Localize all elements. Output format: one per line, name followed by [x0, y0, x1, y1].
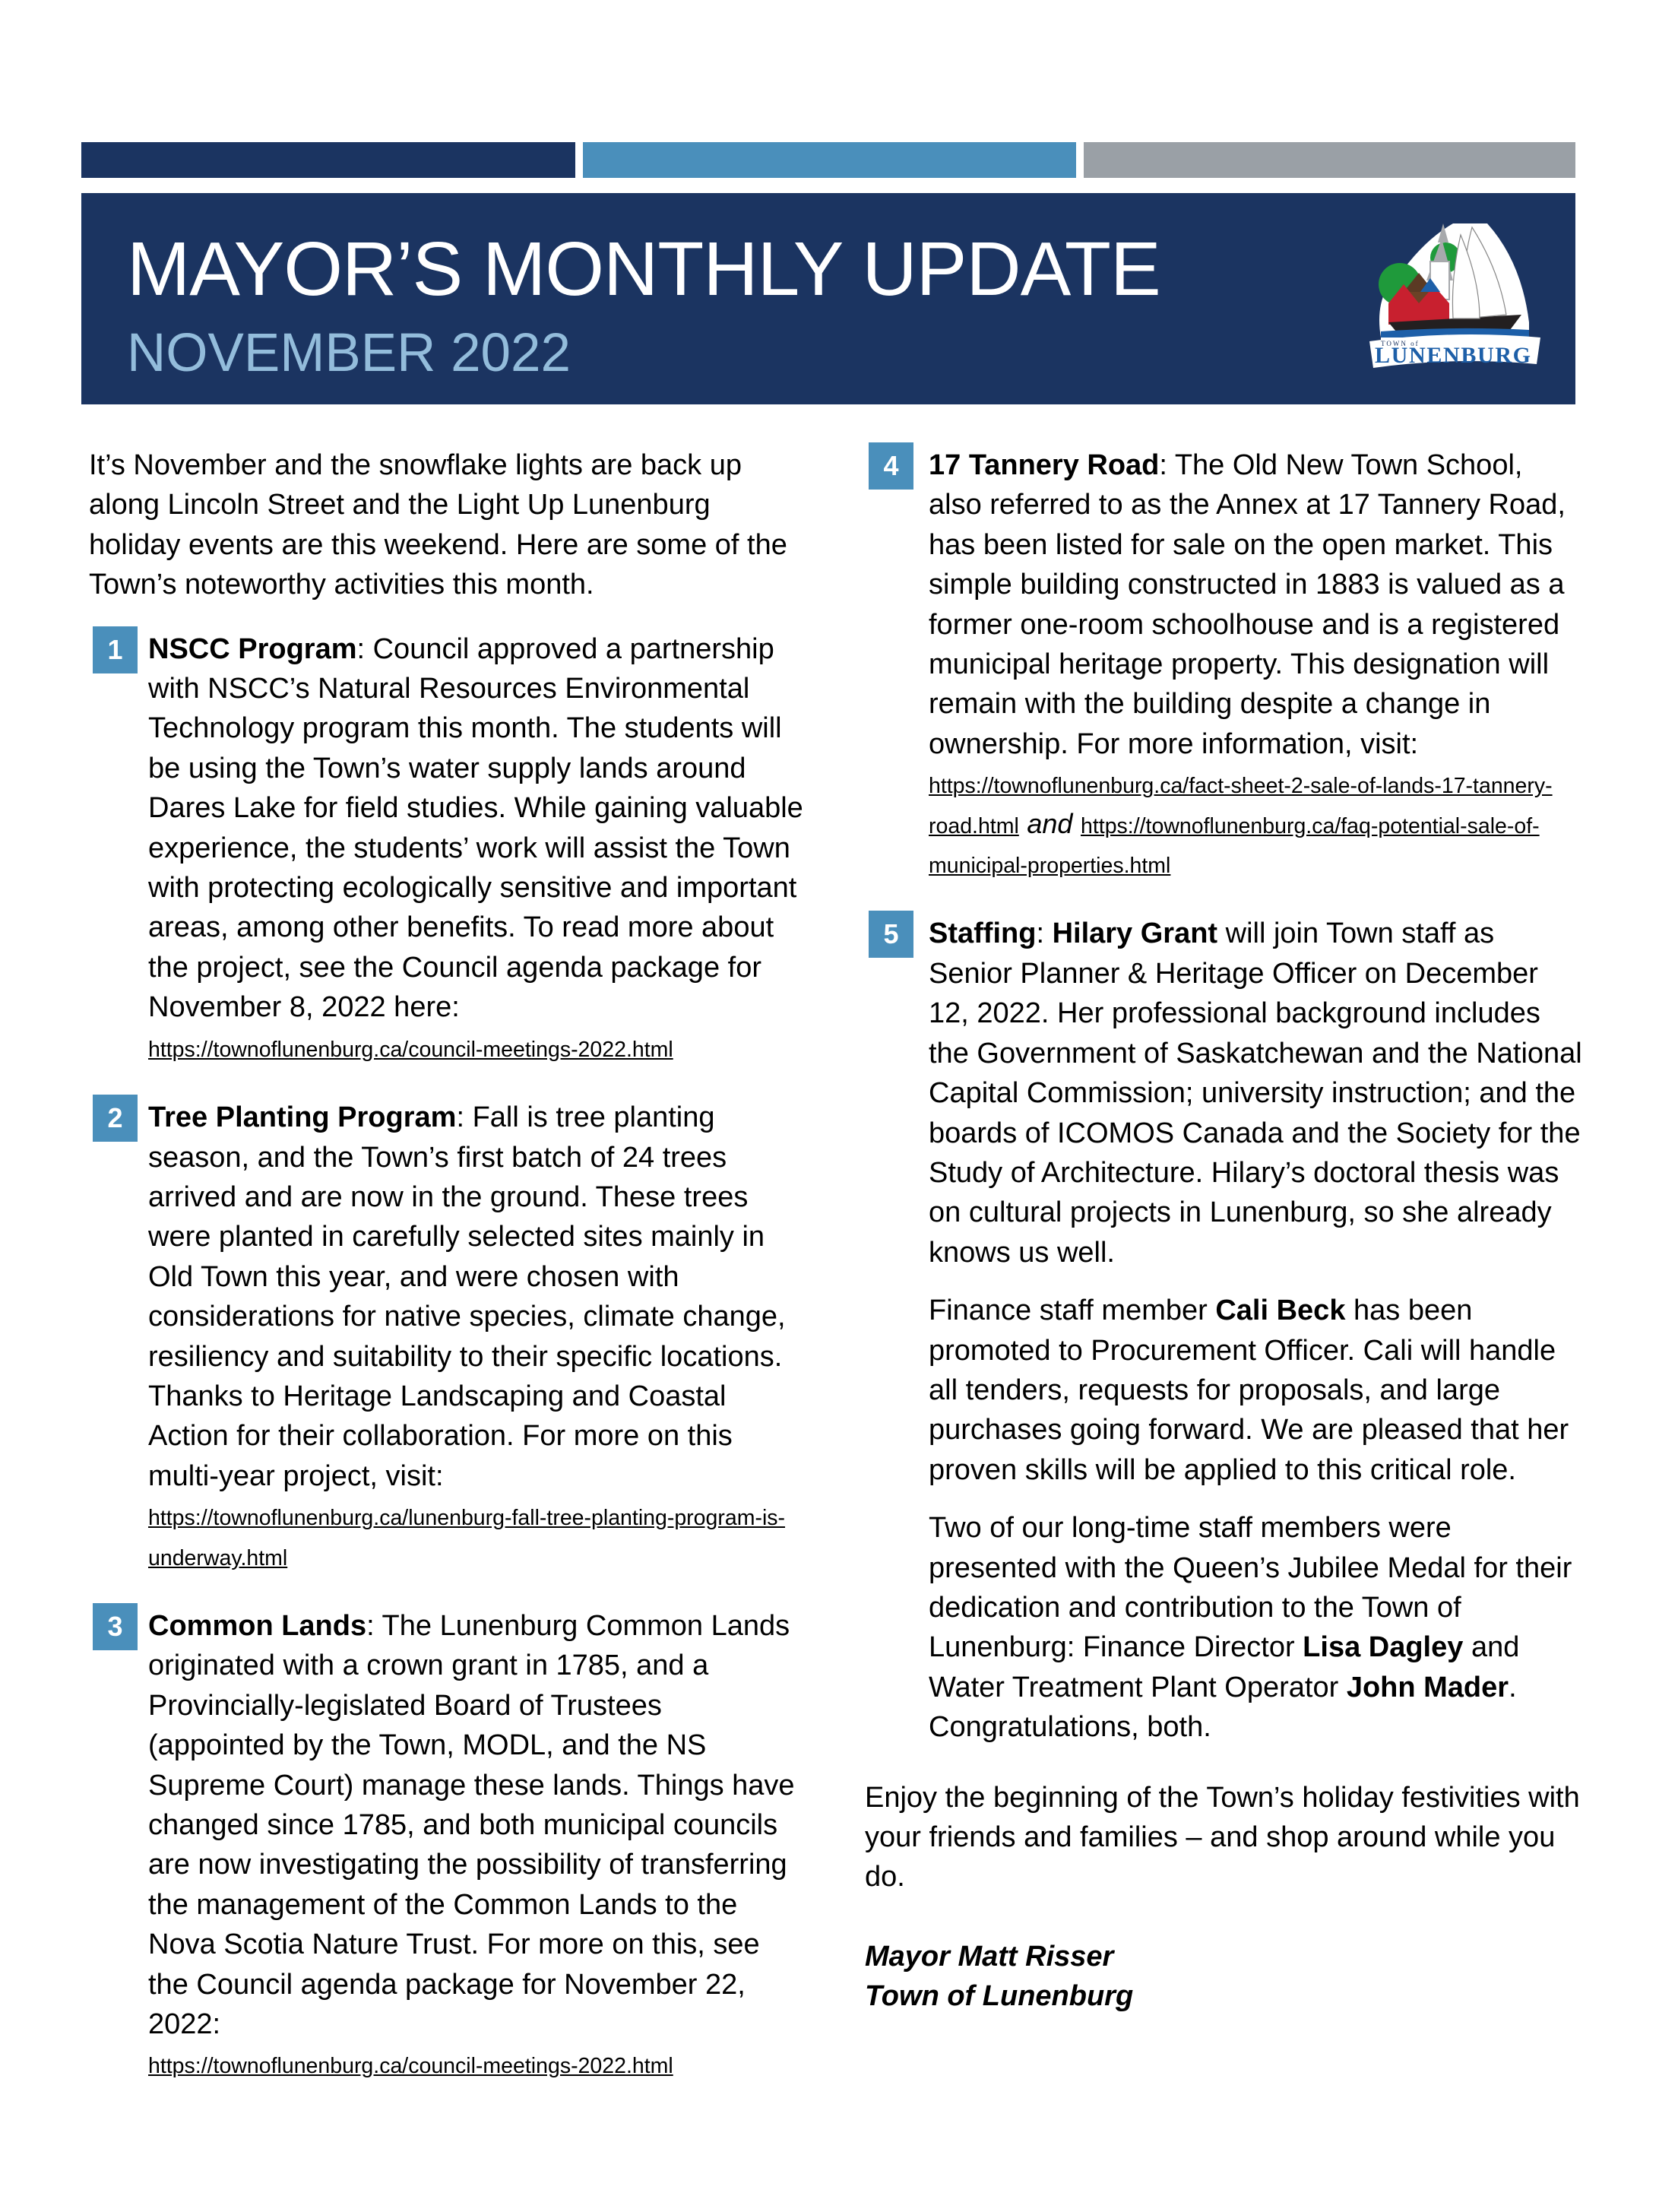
page-subtitle: NOVEMBER 2022	[127, 323, 571, 383]
link-conjunction: and	[1027, 807, 1073, 839]
text-span: Finance staff member	[929, 1295, 1216, 1327]
faq-link[interactable]: https://townoflunenburg.ca/faq-potential-sale-of-municipal-properties.html	[929, 813, 1540, 879]
staff-name: Lisa Dagley	[1303, 1631, 1464, 1664]
staff-name: John Mader	[1346, 1671, 1509, 1703]
page-title: MAYOR’S MONTHLY UPDATE	[127, 227, 1160, 312]
logo-name-text: LUNENBURG	[1375, 343, 1531, 368]
item-number-badge: 2	[93, 1095, 138, 1142]
item-heading: Staffing	[929, 917, 1037, 950]
item-text: : The Lunenburg Common Lands originated with a crown grant in 1785, and a Provincially-legislated Board of Trustees (appointed by the Town, MODL, and the NS Supreme Court) manage these lands. Things have changed since 1785, and both municipal councils are now investigating the possibility of transferring the management of the Common Lands to the Nova Scotia Nature Trust. For more on this, see the Council agenda package for November 22, 2022:	[148, 1609, 795, 2041]
logo-top-text: TOWN of	[1381, 340, 1420, 347]
item-number-badge: 4	[869, 442, 913, 490]
council-meetings-link[interactable]: https://townoflunenburg.ca/council-meetings-2022.html	[148, 2054, 673, 2079]
list-item-1	[89, 629, 803, 1067]
item-heading: NSCC Program	[148, 632, 357, 665]
signature-block	[865, 1937, 1583, 2017]
staffing-paragraph-2	[929, 1291, 1583, 1490]
text-span: . Congratulations, both.	[929, 1671, 1517, 1744]
text-span: has been promoted to Procurement Officer. Cali will handle all tenders, requests for proposals, and large purchases going forward. We are pleased that her proven skills will be applied to this critical role.	[929, 1295, 1569, 1486]
item-text: : Fall is tree planting season, and the Town’s first batch of 24 trees arrived and are now in the ground. These trees were planted in carefully selected sites mainly in Old Town this year, and were chosen with considerations for native species, climate change, resiliency and suitability to their specific locations. Thanks to Heritage Landscaping and Coastal Action for their collaboration. For more on this multi-year project, visit:	[148, 1101, 786, 1492]
right-column	[865, 445, 1583, 2017]
item-heading: 17 Tannery Road	[929, 449, 1160, 481]
staff-name: Cali Beck	[1215, 1295, 1346, 1327]
item-text: : The Old New Town School, also referred to as the Annex at 17 Tannery Road, has been listed for sale on the open market. This simple building constructed in 1883 is valued as a former one-room schoolhouse and is a registered municipal heritage property. This designation will remain with the building despite a change in ownership. For more information, visit:	[929, 449, 1566, 760]
town-of-lunenburg-logo	[1358, 208, 1548, 383]
top-bar-navy	[81, 142, 575, 178]
list-item-5	[869, 914, 1583, 1747]
staffing-paragraph-3	[929, 1508, 1583, 1747]
header-banner	[81, 193, 1575, 404]
signature-org: Town of Lunenburg	[865, 1980, 1134, 2013]
left-column	[89, 445, 803, 2115]
item-heading: Common Lands	[148, 1609, 367, 1642]
closing-paragraph: Enjoy the beginning of the Town’s holiday festivities with your friends and families – and shop around while you do.	[865, 1781, 1580, 1894]
text-span: and Water Treatment Plant Operator	[929, 1631, 1520, 1703]
item-number-badge: 1	[93, 626, 138, 673]
tree-planting-link[interactable]: https://townoflunenburg.ca/lunenburg-fall-tree-planting-program-is-underway.html	[148, 1506, 786, 1570]
item-separator: :	[1036, 917, 1053, 950]
item-text: will join Town staff as Senior Planner & Heritage Officer on December 12, 2022. Her professional background includes the Government of Saskatchewan and the National Capital Commission; university instruction; and the boards of ICOMOS Canada and the Society for the Study of Architecture. Hilary’s doctoral thesis was on cultural projects in Lunenburg, so she already knows us well.	[929, 917, 1582, 1269]
council-meetings-link[interactable]: https://townoflunenburg.ca/council-meetings-2022.html	[148, 1037, 673, 1062]
staff-name: Hilary Grant	[1052, 917, 1218, 950]
list-item-4	[869, 445, 1583, 883]
list-item-2	[89, 1098, 803, 1576]
intro-paragraph: It’s November and the snowflake lights are back up along Lincoln Street and the Light Up Lunenburg holiday events are this weekend. Here are some of the Town’s noteworthy activities this month.	[89, 449, 787, 601]
text-span: Two of our long-time staff members were presented with the Queen’s Jubilee Medal for their dedication and contribution to the Town of Lunenburg: Finance Director	[929, 1512, 1572, 1664]
item-text: : Council approved a partnership with NSCC’s Natural Resources Environmental Technology program this month. The students will be using the Town’s water supply lands around Dares Lake for field studies. While gaining valuable experience, the students’ work will assist the Town with protecting ecologically sensitive and important areas, among other benefits. To read more about the project, see the Council agenda package for November 8, 2022 here:	[148, 632, 803, 1024]
list-item-3	[89, 1606, 803, 2084]
fact-sheet-link[interactable]: https://townoflunenburg.ca/fact-sheet-2-sale-of-lands-17-tannery-road.html	[929, 774, 1553, 838]
item-number-badge: 5	[869, 911, 913, 958]
item-number-badge: 3	[93, 1603, 138, 1650]
item-heading: Tree Planting Program	[148, 1101, 457, 1134]
top-bar-blue	[583, 142, 1076, 178]
top-bar-gray	[1084, 142, 1575, 178]
signature-name: Mayor Matt Risser	[865, 1940, 1114, 1973]
